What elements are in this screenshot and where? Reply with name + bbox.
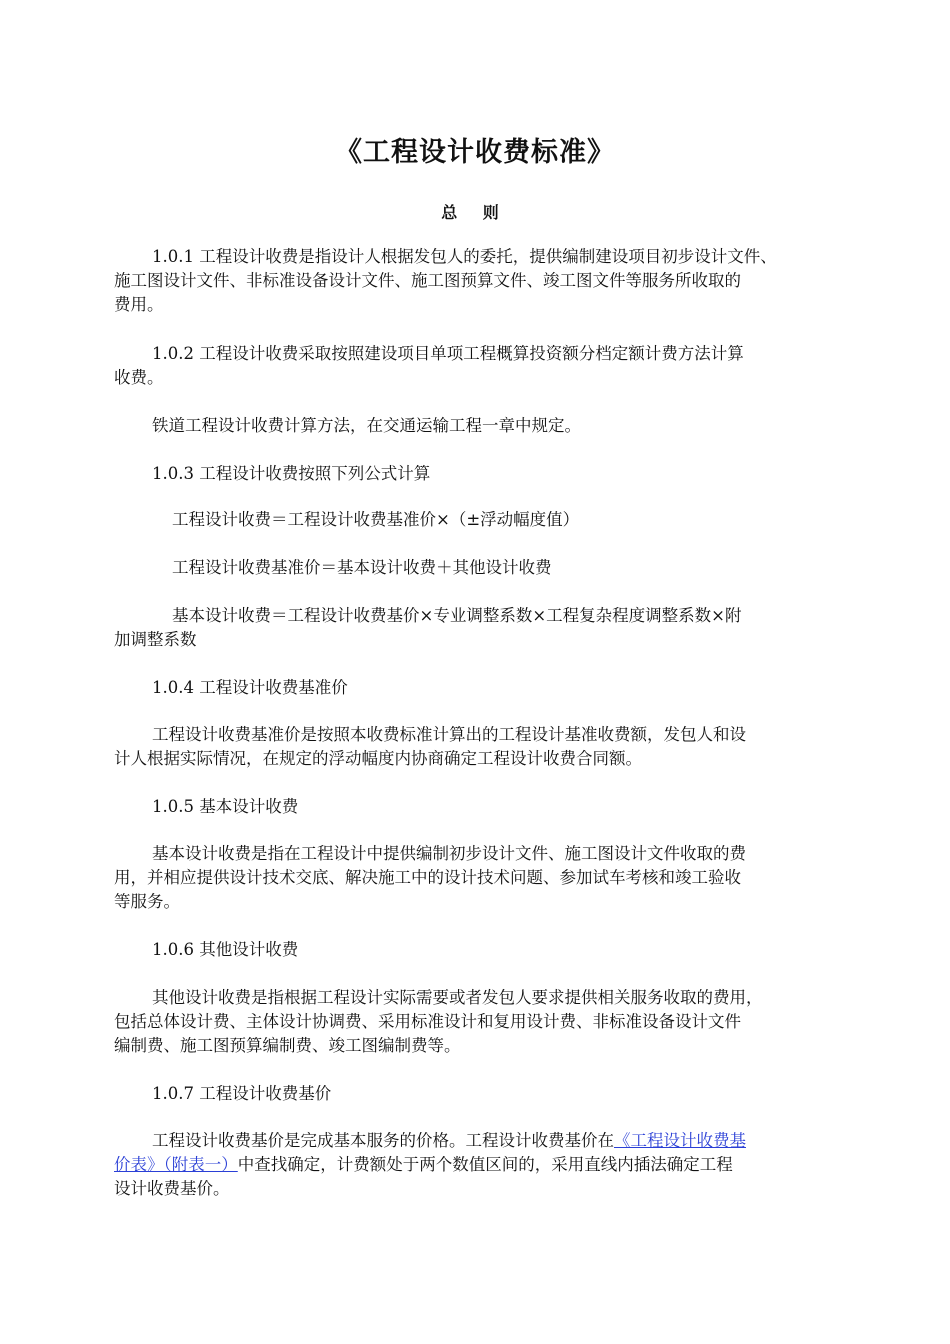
paragraph-1-0-2-line-2: 收费。 xyxy=(114,368,164,387)
paragraph-1-0-5-line-3: 等服务。 xyxy=(114,892,180,911)
paragraph-1-0-1-line-2: 施工图设计文件、非标准设备设计文件、施工图预算文件、竣工图文件等服务所收取的 xyxy=(114,271,741,290)
heading-1-0-7: 1.0.7 工程设计收费基价 xyxy=(152,1084,332,1103)
appendix-table-link-continued[interactable]: 价表》（附表一） xyxy=(114,1155,238,1174)
heading-1-0-6: 1.0.6 其他设计收费 xyxy=(152,940,299,959)
paragraph-1-0-7-line-3: 设计收费基价。 xyxy=(114,1179,230,1198)
formula-base-price: 工程设计收费基准价＝基本设计收费＋其他设计收费 xyxy=(172,558,552,577)
section-heading: 总 则 xyxy=(441,203,509,222)
paragraph-1-0-7-text-continued: 中查找确定，计费额处于两个数值区间的，采用直线内插法确定工程 xyxy=(237,1155,733,1174)
paragraph-1-0-1-line-1: 1.0.1 工程设计收费是指设计人根据发包人的委托，提供编制建设项目初步设计文件、 xyxy=(152,247,777,266)
paragraph-1-0-6-line-2: 包括总体设计费、主体设计协调费、采用标准设计和复用设计费、非标准设备设计文件 xyxy=(114,1012,741,1031)
paragraph-1-0-7-line-1 xyxy=(152,1129,746,1153)
paragraph-railway: 铁道工程设计收费计算方法，在交通运输工程一章中规定。 xyxy=(152,416,581,435)
paragraph-1-0-1-line-3: 费用。 xyxy=(114,295,164,314)
heading-1-0-4: 1.0.4 工程设计收费基准价 xyxy=(152,678,348,697)
paragraph-1-0-5-line-2: 用，并相应提供设计技术交底、解决施工中的设计技术问题、参加试车考核和竣工验收 xyxy=(114,868,741,887)
formula-basic-fee-line-1: 基本设计收费＝工程设计收费基价×专业调整系数×工程复杂程度调整系数×附 xyxy=(172,606,742,625)
paragraph-1-0-4-line-2: 计人根据实际情况，在规定的浮动幅度内协商确定工程设计收费合同额。 xyxy=(114,749,642,768)
document-title: 《工程设计收费标准》 xyxy=(335,137,615,168)
paragraph-1-0-6-line-1: 其他设计收费是指根据工程设计实际需要或者发包人要求提供相关服务收取的费用， xyxy=(152,988,763,1007)
paragraph-1-0-2-line-1: 1.0.2 工程设计收费采取按照建设项目单项工程概算投资额分档定额计费方法计算 xyxy=(152,344,744,363)
paragraph-1-0-4-line-1: 工程设计收费基准价是按照本收费标准计算出的工程设计基准收费额，发包人和设 xyxy=(152,725,746,744)
heading-1-0-5: 1.0.5 基本设计收费 xyxy=(152,797,299,816)
appendix-table-link[interactable]: 《工程设计收费基 xyxy=(614,1131,746,1150)
heading-1-0-3: 1.0.3 工程设计收费按照下列公式计算 xyxy=(152,464,431,483)
paragraph-1-0-7-line-2 xyxy=(114,1153,733,1177)
formula-basic-fee-line-2: 加调整系数 xyxy=(114,630,197,649)
paragraph-1-0-5-line-1: 基本设计收费是指在工程设计中提供编制初步设计文件、施工图设计文件收取的费 xyxy=(152,844,746,863)
paragraph-1-0-7-text: 工程设计收费基价是完成基本服务的价格。工程设计收费基价在 xyxy=(152,1131,614,1150)
paragraph-1-0-6-line-3: 编制费、施工图预算编制费、竣工图编制费等。 xyxy=(114,1036,461,1055)
formula-design-fee: 工程设计收费＝工程设计收费基准价×（±浮动幅度值） xyxy=(172,510,580,529)
